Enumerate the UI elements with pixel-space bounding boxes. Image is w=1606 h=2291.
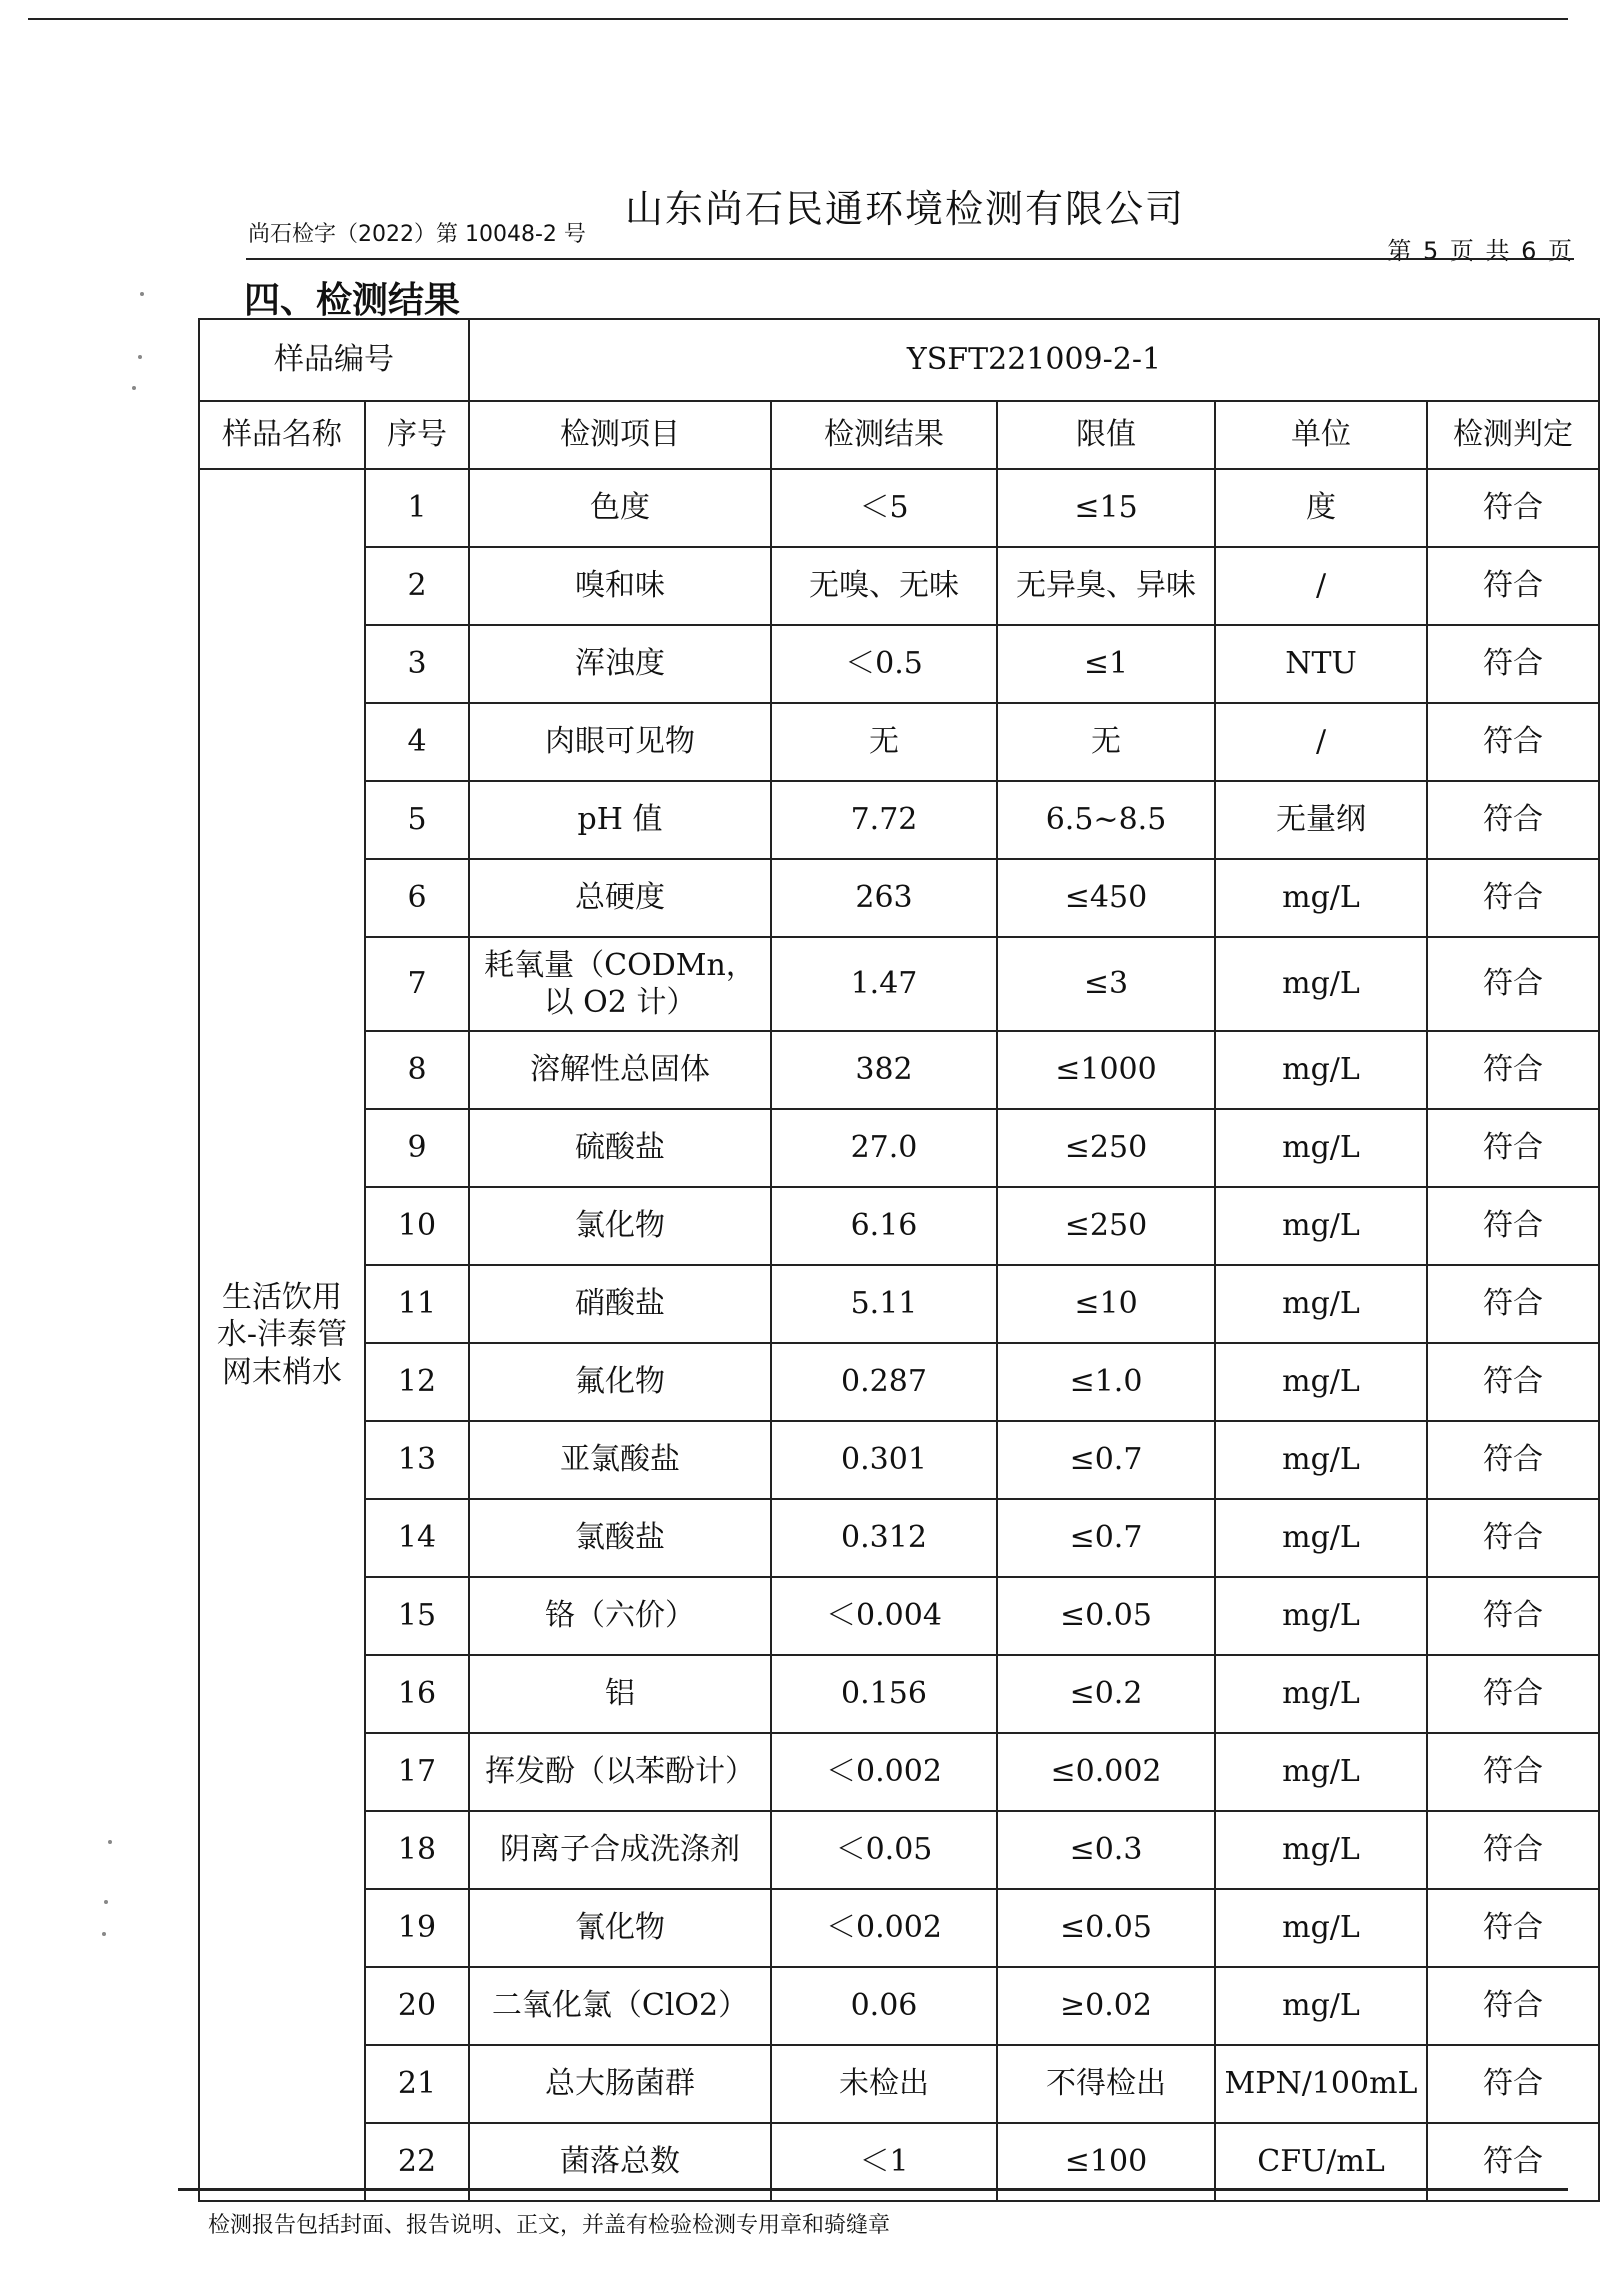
row-judgment: 符合 bbox=[1427, 1187, 1599, 1265]
scan-speck bbox=[132, 386, 136, 390]
row-judgment: 符合 bbox=[1427, 1031, 1599, 1109]
table-row bbox=[199, 1967, 1599, 2045]
row-result: ＜0.004 bbox=[771, 1577, 997, 1655]
row-no: 11 bbox=[365, 1265, 469, 1343]
row-limit: ≤1.0 bbox=[997, 1343, 1215, 1421]
row-no: 13 bbox=[365, 1421, 469, 1499]
row-judgment: 符合 bbox=[1427, 469, 1599, 547]
row-judgment: 符合 bbox=[1427, 1655, 1599, 1733]
row-unit: mg/L bbox=[1215, 1031, 1427, 1109]
table-row bbox=[199, 1421, 1599, 1499]
row-item: 耗氧量（CODMn，以 O2 计） bbox=[469, 937, 771, 1031]
row-item: 硫酸盐 bbox=[469, 1109, 771, 1187]
row-item: 挥发酚（以苯酚计） bbox=[469, 1733, 771, 1811]
row-result: ＜0.002 bbox=[771, 1733, 997, 1811]
row-no: 1 bbox=[365, 469, 469, 547]
row-result: ＜0.5 bbox=[771, 625, 997, 703]
table-row bbox=[199, 1343, 1599, 1421]
table-row bbox=[199, 1733, 1599, 1811]
row-limit: ≤1000 bbox=[997, 1031, 1215, 1109]
row-limit: 无异臭、异味 bbox=[997, 547, 1215, 625]
row-unit: mg/L bbox=[1215, 1265, 1427, 1343]
row-limit: ≤0.05 bbox=[997, 1889, 1215, 1967]
row-unit: / bbox=[1215, 547, 1427, 625]
row-item: 总硬度 bbox=[469, 859, 771, 937]
row-result: ＜0.05 bbox=[771, 1811, 997, 1889]
row-limit: ≤250 bbox=[997, 1109, 1215, 1187]
results-table bbox=[198, 318, 1600, 2202]
col-header-unit: 单位 bbox=[1215, 401, 1427, 469]
scan-speck bbox=[104, 1900, 108, 1904]
row-limit: 6.5~8.5 bbox=[997, 781, 1215, 859]
col-header-result: 检测结果 bbox=[771, 401, 997, 469]
row-item: 嗅和味 bbox=[469, 547, 771, 625]
row-limit: ≤0.3 bbox=[997, 1811, 1215, 1889]
row-judgment: 符合 bbox=[1427, 703, 1599, 781]
row-no: 2 bbox=[365, 547, 469, 625]
row-limit: ≤100 bbox=[997, 2123, 1215, 2201]
row-item: 氟化物 bbox=[469, 1343, 771, 1421]
table-row bbox=[199, 1655, 1599, 1733]
row-item: 氰化物 bbox=[469, 1889, 771, 1967]
footer-note: 检测报告包括封面、报告说明、正文，并盖有检验检测专用章和骑缝章 bbox=[208, 2213, 891, 2238]
row-judgment: 符合 bbox=[1427, 2045, 1599, 2123]
row-judgment: 符合 bbox=[1427, 937, 1599, 1031]
table-row bbox=[199, 859, 1599, 937]
row-no: 22 bbox=[365, 2123, 469, 2201]
scan-speck bbox=[108, 1840, 112, 1844]
table-row bbox=[199, 469, 1599, 547]
row-result: 1.47 bbox=[771, 937, 997, 1031]
row-result: 382 bbox=[771, 1031, 997, 1109]
row-no: 12 bbox=[365, 1343, 469, 1421]
sample-name-value: 生活饮用水-沣泰管网末梢水 bbox=[199, 469, 365, 2201]
row-no: 4 bbox=[365, 703, 469, 781]
row-unit: mg/L bbox=[1215, 1109, 1427, 1187]
row-item: 硝酸盐 bbox=[469, 1265, 771, 1343]
row-result: ＜0.002 bbox=[771, 1889, 997, 1967]
table-row bbox=[199, 781, 1599, 859]
row-limit: ≤10 bbox=[997, 1265, 1215, 1343]
row-unit: mg/L bbox=[1215, 1577, 1427, 1655]
table-row bbox=[199, 1265, 1599, 1343]
table-row bbox=[199, 703, 1599, 781]
table-row bbox=[199, 1889, 1599, 1967]
row-judgment: 符合 bbox=[1427, 547, 1599, 625]
row-judgment: 符合 bbox=[1427, 625, 1599, 703]
row-result: 无 bbox=[771, 703, 997, 781]
row-unit: mg/L bbox=[1215, 1343, 1427, 1421]
row-item: 铬（六价） bbox=[469, 1577, 771, 1655]
report-number: 尚石检字（2022）第 10048-2 号 bbox=[248, 222, 586, 247]
header-divider bbox=[246, 258, 1574, 260]
scan-speck bbox=[140, 292, 144, 296]
row-result: 5.11 bbox=[771, 1265, 997, 1343]
row-no: 9 bbox=[365, 1109, 469, 1187]
row-result: 未检出 bbox=[771, 2045, 997, 2123]
row-judgment: 符合 bbox=[1427, 1967, 1599, 2045]
row-unit: MPN/100mL bbox=[1215, 2045, 1427, 2123]
row-no: 5 bbox=[365, 781, 469, 859]
row-result: 27.0 bbox=[771, 1109, 997, 1187]
row-result: 0.156 bbox=[771, 1655, 997, 1733]
row-result: 0.312 bbox=[771, 1499, 997, 1577]
row-unit: mg/L bbox=[1215, 1811, 1427, 1889]
table-row bbox=[199, 1577, 1599, 1655]
col-header-no: 序号 bbox=[365, 401, 469, 469]
row-no: 8 bbox=[365, 1031, 469, 1109]
row-unit: 度 bbox=[1215, 469, 1427, 547]
row-judgment: 符合 bbox=[1427, 1265, 1599, 1343]
row-no: 14 bbox=[365, 1499, 469, 1577]
row-limit: ≤250 bbox=[997, 1187, 1215, 1265]
top-border-line bbox=[28, 18, 1568, 20]
table-row bbox=[199, 1109, 1599, 1187]
row-unit: / bbox=[1215, 703, 1427, 781]
row-judgment: 符合 bbox=[1427, 1811, 1599, 1889]
row-judgment: 符合 bbox=[1427, 1499, 1599, 1577]
table-row bbox=[199, 547, 1599, 625]
col-header-item: 检测项目 bbox=[469, 401, 771, 469]
row-item: 氯酸盐 bbox=[469, 1499, 771, 1577]
table-row bbox=[199, 625, 1599, 703]
row-no: 17 bbox=[365, 1733, 469, 1811]
row-unit: mg/L bbox=[1215, 1421, 1427, 1499]
row-judgment: 符合 bbox=[1427, 1889, 1599, 1967]
row-judgment: 符合 bbox=[1427, 1577, 1599, 1655]
row-item: 阴离子合成洗涤剂 bbox=[469, 1811, 771, 1889]
sample-id-value: YSFT221009-2-1 bbox=[469, 319, 1599, 401]
table-row bbox=[199, 1499, 1599, 1577]
table-row bbox=[199, 1031, 1599, 1109]
row-no: 15 bbox=[365, 1577, 469, 1655]
row-no: 10 bbox=[365, 1187, 469, 1265]
section-title: 四、检测结果 bbox=[244, 280, 461, 321]
table-row bbox=[199, 2045, 1599, 2123]
row-no: 16 bbox=[365, 1655, 469, 1733]
row-item: 菌落总数 bbox=[469, 2123, 771, 2201]
table-row bbox=[199, 937, 1599, 1031]
row-no: 19 bbox=[365, 1889, 469, 1967]
row-unit: mg/L bbox=[1215, 1967, 1427, 2045]
row-limit: ≤3 bbox=[997, 937, 1215, 1031]
row-item: pH 值 bbox=[469, 781, 771, 859]
row-limit: 无 bbox=[997, 703, 1215, 781]
table-row bbox=[199, 1811, 1599, 1889]
row-judgment: 符合 bbox=[1427, 1109, 1599, 1187]
row-unit: mg/L bbox=[1215, 859, 1427, 937]
sample-id-label: 样品编号 bbox=[199, 319, 469, 401]
row-no: 20 bbox=[365, 1967, 469, 2045]
scan-speck bbox=[102, 1932, 106, 1936]
row-limit: ≤0.7 bbox=[997, 1421, 1215, 1499]
row-limit: ≤1 bbox=[997, 625, 1215, 703]
row-limit: ≤0.002 bbox=[997, 1733, 1215, 1811]
row-no: 6 bbox=[365, 859, 469, 937]
row-result: 0.06 bbox=[771, 1967, 997, 2045]
row-item: 亚氯酸盐 bbox=[469, 1421, 771, 1499]
row-judgment: 符合 bbox=[1427, 1421, 1599, 1499]
row-unit: mg/L bbox=[1215, 1499, 1427, 1577]
row-judgment: 符合 bbox=[1427, 1733, 1599, 1811]
row-result: 263 bbox=[771, 859, 997, 937]
row-item: 二氧化氯（ClO2） bbox=[469, 1967, 771, 2045]
row-result: 0.301 bbox=[771, 1421, 997, 1499]
row-no: 18 bbox=[365, 1811, 469, 1889]
row-judgment: 符合 bbox=[1427, 781, 1599, 859]
row-limit: ≤0.7 bbox=[997, 1499, 1215, 1577]
row-limit: ≤450 bbox=[997, 859, 1215, 937]
row-no: 3 bbox=[365, 625, 469, 703]
row-unit: CFU/mL bbox=[1215, 2123, 1427, 2201]
col-header-limit: 限值 bbox=[997, 401, 1215, 469]
row-limit: ≤0.05 bbox=[997, 1577, 1215, 1655]
col-header-judgment: 检测判定 bbox=[1427, 401, 1599, 469]
company-name: 山东尚石民通环境检测有限公司 bbox=[624, 187, 1185, 231]
row-result: 无嗅、无味 bbox=[771, 547, 997, 625]
row-unit: mg/L bbox=[1215, 1187, 1427, 1265]
row-limit: ≥0.02 bbox=[997, 1967, 1215, 2045]
row-unit: 无量纲 bbox=[1215, 781, 1427, 859]
row-unit: mg/L bbox=[1215, 1889, 1427, 1967]
row-item: 氯化物 bbox=[469, 1187, 771, 1265]
row-unit: NTU bbox=[1215, 625, 1427, 703]
row-result: 7.72 bbox=[771, 781, 997, 859]
scan-speck bbox=[138, 355, 142, 359]
row-judgment: 符合 bbox=[1427, 859, 1599, 937]
page-number: 第 5 页 共 6 页 bbox=[1387, 237, 1574, 265]
col-header-sample-name: 样品名称 bbox=[199, 401, 365, 469]
row-result: 0.287 bbox=[771, 1343, 997, 1421]
row-item: 浑浊度 bbox=[469, 625, 771, 703]
footer-divider bbox=[178, 2188, 1568, 2191]
row-unit: mg/L bbox=[1215, 1655, 1427, 1733]
table-row bbox=[199, 1187, 1599, 1265]
row-limit: 不得检出 bbox=[997, 2045, 1215, 2123]
row-result: 6.16 bbox=[771, 1187, 997, 1265]
row-result: ＜5 bbox=[771, 469, 997, 547]
row-unit: mg/L bbox=[1215, 937, 1427, 1031]
row-unit: mg/L bbox=[1215, 1733, 1427, 1811]
row-no: 21 bbox=[365, 2045, 469, 2123]
row-item: 色度 bbox=[469, 469, 771, 547]
row-judgment: 符合 bbox=[1427, 1343, 1599, 1421]
row-item: 总大肠菌群 bbox=[469, 2045, 771, 2123]
row-item: 肉眼可见物 bbox=[469, 703, 771, 781]
row-limit: ≤0.2 bbox=[997, 1655, 1215, 1733]
row-judgment: 符合 bbox=[1427, 2123, 1599, 2201]
row-result: ＜1 bbox=[771, 2123, 997, 2201]
row-item: 溶解性总固体 bbox=[469, 1031, 771, 1109]
row-limit: ≤15 bbox=[997, 469, 1215, 547]
row-item: 铝 bbox=[469, 1655, 771, 1733]
row-no: 7 bbox=[365, 937, 469, 1031]
